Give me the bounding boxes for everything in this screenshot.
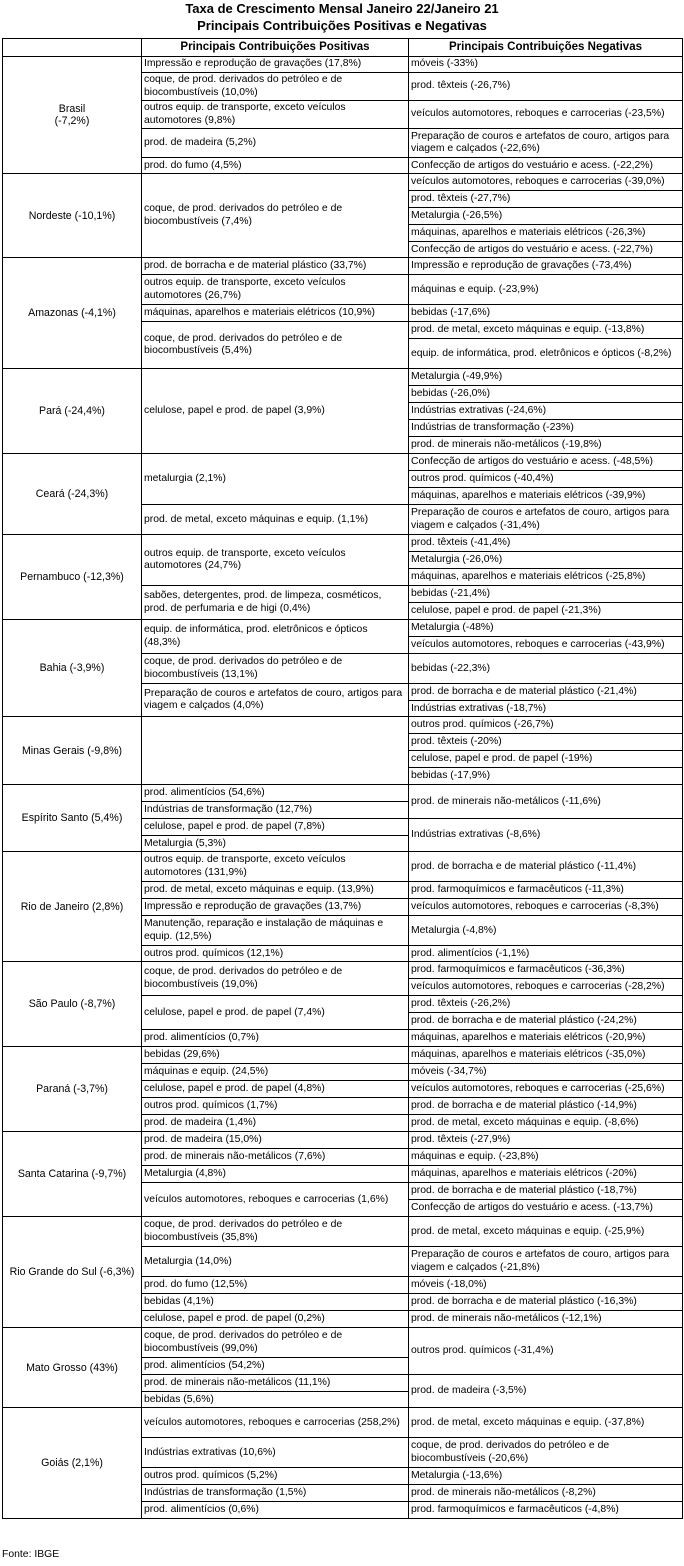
title-line-2: Principais Contribuições Positivas e Negativas [197, 18, 487, 33]
negative-contribution: prod. farmoquímicos e farmacêuticos (-4,8%) [409, 1502, 683, 1519]
negative-contribution: veículos automotores, reboques e carrocerias (-43,9%) [409, 637, 683, 654]
positive-contribution: celulose, papel e prod. de papel (7,4%) [142, 996, 409, 1030]
negative-contribution: outros prod. químicos (-40,4%) [409, 471, 683, 488]
positive-contribution: bebidas (5,6%) [142, 1392, 409, 1408]
negative-contribution: prod. de minerais não-metálicos (-11,6%) [409, 785, 683, 819]
negative-contribution: Confecção de artigos do vestuário e acess. (-13,7%) [409, 1200, 683, 1217]
region-name: Nordeste (-10,1%) [3, 174, 142, 258]
negative-contribution: prod. têxteis (-26,7%) [409, 73, 683, 101]
negative-contribution: Metalurgia (-26,0%) [409, 552, 683, 569]
positive-contribution: bebidas (29,6%) [142, 1047, 409, 1064]
negative-contribution: Confecção de artigos do vestuário e acess. (-48,5%) [409, 454, 683, 471]
positive-contribution: outros equip. de transporte, exceto veículos automotores (26,7%) [142, 275, 409, 305]
positive-contribution: prod. de minerais não-metálicos (7,6%) [142, 1149, 409, 1166]
positive-contribution: Preparação de couros e artefatos de couro, artigos para viagem e calçados (4,0%) [142, 684, 409, 717]
positive-contribution: outros prod. químicos (12,1%) [142, 946, 409, 962]
negative-contribution: veículos automotores, reboques e carrocerias (-28,2%) [409, 979, 683, 996]
negative-contribution: Metalurgia (-26,5%) [409, 208, 683, 225]
table-row [3, 1328, 683, 1358]
positive-contribution: outros equip. de transporte, exceto veículos automotores (9,8%) [142, 101, 409, 129]
negative-contribution: móveis (-33%) [409, 57, 683, 73]
negative-contribution: prod. de minerais não-metálicos (-19,8%) [409, 437, 683, 454]
table-row [3, 620, 683, 637]
table-row [3, 258, 683, 275]
negative-contribution: prod. de metal, exceto máquinas e equip. (-25,9%) [409, 1217, 683, 1247]
positive-contribution: prod. alimentícios (0,6%) [142, 1502, 409, 1519]
table-row [3, 962, 683, 979]
positive-contribution: equip. de informática, prod. eletrônicos e ópticos (48,3%) [142, 620, 409, 654]
negative-contribution: veículos automotores, reboques e carrocerias (-23,5%) [409, 101, 683, 129]
positive-contribution: sabões, detergentes, prod. de limpeza, cosméticos, prod. de perfumaria e de higi (0,4%) [142, 586, 409, 620]
positive-contribution: metalurgia (2,1%) [142, 454, 409, 505]
negative-contribution: máquinas e equip. (-23,9%) [409, 275, 683, 305]
positive-contribution: celulose, papel e prod. de papel (7,8%) [142, 819, 409, 836]
negative-contribution: equip. de informática, prod. eletrônicos e ópticos (-8,2%) [409, 339, 683, 369]
table-row [3, 785, 683, 802]
table-body [3, 57, 683, 1519]
header-row [3, 39, 683, 57]
region-name: Paraná (-3,7%) [3, 1047, 142, 1132]
negative-contribution: prod. têxteis (-41,4%) [409, 535, 683, 552]
header-positive: Principais Contribuições Positivas [142, 39, 409, 57]
negative-contribution: máquinas, aparelhos e materiais elétricos (-25,8%) [409, 569, 683, 586]
negative-contribution: prod. têxteis (-26,2%) [409, 996, 683, 1013]
negative-contribution: Confecção de artigos do vestuário e acess. (-22,7%) [409, 242, 683, 258]
positive-contribution: prod. de metal, exceto máquinas e equip. (13,9%) [142, 882, 409, 899]
region-name: Amazonas (-4,1%) [3, 258, 142, 369]
positive-contribution: Manutenção, reparação e instalação de máquinas e equip. (12,5%) [142, 916, 409, 946]
negative-contribution: prod. farmoquímicos e farmacêuticos (-11,3%) [409, 882, 683, 899]
positive-contribution: Metalurgia (5,3%) [142, 836, 409, 852]
positive-contribution: celulose, papel e prod. de papel (3,9%) [142, 369, 409, 454]
header-region [3, 39, 142, 57]
positive-contribution: outros equip. de transporte, exceto veículos automotores (131,9%) [142, 852, 409, 882]
negative-contribution: prod. têxteis (-20%) [409, 734, 683, 751]
negative-contribution: Indústrias extrativas (-8,6%) [409, 819, 683, 852]
table-row [3, 369, 683, 386]
positive-contribution: Indústrias de transformação (12,7%) [142, 802, 409, 819]
negative-contribution: prod. de borracha e de material plástico (-14,9%) [409, 1098, 683, 1115]
positive-contribution: veículos automotores, reboques e carrocerias (258,2%) [142, 1408, 409, 1438]
negative-contribution: prod. de minerais não-metálicos (-12,1%) [409, 1311, 683, 1328]
region-name: Espírito Santo (5,4%) [3, 785, 142, 852]
negative-contribution: móveis (-34,7%) [409, 1064, 683, 1081]
negative-contribution: coque, de prod. derivados do petróleo e de biocombustíveis (-20,6%) [409, 1438, 683, 1468]
negative-contribution: outros prod. químicos (-31,4%) [409, 1328, 683, 1375]
positive-contribution: prod. de minerais não-metálicos (11,1%) [142, 1375, 409, 1392]
negative-contribution: bebidas (-17,9%) [409, 768, 683, 785]
negative-contribution: outros prod. químicos (-26,7%) [409, 717, 683, 734]
negative-contribution: Indústrias de transformação (-23%) [409, 420, 683, 437]
positive-contribution: prod. de borracha e de material plástico (33,7%) [142, 258, 409, 275]
negative-contribution: bebidas (-17,6%) [409, 305, 683, 322]
negative-contribution: veículos automotores, reboques e carrocerias (-25,6%) [409, 1081, 683, 1098]
negative-contribution: bebidas (-21,4%) [409, 586, 683, 603]
table-row [3, 57, 683, 73]
negative-contribution: Indústrias extrativas (-24,6%) [409, 403, 683, 420]
positive-contribution: prod. alimentícios (54,6%) [142, 785, 409, 802]
negative-contribution: Confecção de artigos do vestuário e acess. (-22,2%) [409, 158, 683, 174]
negative-contribution: prod. de minerais não-metálicos (-8,2%) [409, 1485, 683, 1502]
negative-contribution: prod. de madeira (-3,5%) [409, 1375, 683, 1408]
positive-contribution: outros equip. de transporte, exceto veículos automotores (24,7%) [142, 535, 409, 586]
positive-contribution: Impressão e reprodução de gravações (17,8%) [142, 57, 409, 73]
table-row [3, 1132, 683, 1149]
negative-contribution: prod. de borracha e de material plástico (-21,4%) [409, 684, 683, 701]
negative-contribution: veículos automotores, reboques e carrocerias (-8,3%) [409, 899, 683, 916]
positive-contribution: prod. de madeira (1,4%) [142, 1115, 409, 1132]
negative-contribution: máquinas e equip. (-23,8%) [409, 1149, 683, 1166]
positive-contribution: coque, de prod. derivados do petróleo e de biocombustíveis (99,0%) [142, 1328, 409, 1358]
negative-contribution: Metalurgia (-49,9%) [409, 369, 683, 386]
positive-contribution: prod. de madeira (5,2%) [142, 129, 409, 158]
positive-contribution: veículos automotores, reboques e carrocerias (1,6%) [142, 1183, 409, 1217]
region-name: São Paulo (-8,7%) [3, 962, 142, 1047]
positive-contribution: prod. alimentícios (0,7%) [142, 1030, 409, 1047]
negative-contribution: prod. de metal, exceto máquinas e equip. (-37,8%) [409, 1408, 683, 1438]
negative-contribution: Preparação de couros e artefatos de couro, artigos para viagem e calçados (-31,4%) [409, 505, 683, 535]
region-name: Pará (-24,4%) [3, 369, 142, 454]
positive-contribution: outros prod. químicos (1,7%) [142, 1098, 409, 1115]
positive-contribution: coque, de prod. derivados do petróleo e de biocombustíveis (19,0%) [142, 962, 409, 996]
positive-contribution: coque, de prod. derivados do petróleo e de biocombustíveis (5,4%) [142, 322, 409, 369]
negative-contribution: prod. de borracha e de material plástico (-11,4%) [409, 852, 683, 882]
negative-contribution: móveis (-18,0%) [409, 1277, 683, 1294]
negative-contribution: prod. alimentícios (-1,1%) [409, 946, 683, 962]
positive-contribution: coque, de prod. derivados do petróleo e de biocombustíveis (10,0%) [142, 73, 409, 101]
contributions-table [2, 38, 683, 1519]
table-row [3, 717, 683, 734]
region-name: Bahia (-3,9%) [3, 620, 142, 717]
negative-contribution: Impressão e reprodução de gravações (-73,4%) [409, 258, 683, 275]
negative-contribution: máquinas, aparelhos e materiais elétricos (-26,3%) [409, 225, 683, 242]
negative-contribution: bebidas (-22,3%) [409, 654, 683, 684]
region-name: Ceará (-24,3%) [3, 454, 142, 535]
table-row [3, 1047, 683, 1064]
negative-contribution: máquinas, aparelhos e materiais elétricos (-39,9%) [409, 488, 683, 505]
negative-contribution: bebidas (-26,0%) [409, 386, 683, 403]
table-row [3, 1217, 683, 1247]
negative-contribution: celulose, papel e prod. de papel (-19%) [409, 751, 683, 768]
positive-contribution: Indústrias extrativas (10,6%) [142, 1438, 409, 1468]
region-name: Goiás (2,1%) [3, 1408, 142, 1519]
table-row [3, 454, 683, 471]
negative-contribution: prod. farmoquímicos e farmacêuticos (-36,3%) [409, 962, 683, 979]
negative-contribution: Metalurgia (-4,8%) [409, 916, 683, 946]
positive-contribution: bebidas (4,1%) [142, 1294, 409, 1311]
negative-contribution: prod. têxteis (-27,9%) [409, 1132, 683, 1149]
positive-contribution: coque, de prod. derivados do petróleo e de biocombustíveis (35,8%) [142, 1217, 409, 1247]
positive-contribution: outros prod. químicos (5,2%) [142, 1468, 409, 1485]
negative-contribution: Indústrias extrativas (-18,7%) [409, 701, 683, 717]
region-name: Mato Grosso (43%) [3, 1328, 142, 1408]
negative-contribution: prod. de borracha e de material plástico (-18,7%) [409, 1183, 683, 1200]
negative-contribution: máquinas, aparelhos e materiais elétricos (-20%) [409, 1166, 683, 1183]
positive-contribution: Metalurgia (4,8%) [142, 1166, 409, 1183]
table-row [3, 535, 683, 552]
region-name: Santa Catarina (-9,7%) [3, 1132, 142, 1217]
source-note: Fonte: IBGE [2, 1549, 60, 1560]
table-row [3, 852, 683, 882]
positive-contribution: máquinas e equip. (24,5%) [142, 1064, 409, 1081]
region-name: Rio de Janeiro (2,8%) [3, 852, 142, 962]
positive-contribution: prod. do fumo (12,5%) [142, 1277, 409, 1294]
positive-contribution: Metalurgia (14,0%) [142, 1247, 409, 1277]
positive-contribution: prod. de madeira (15,0%) [142, 1132, 409, 1149]
positive-contribution: prod. alimentícios (54,2%) [142, 1358, 409, 1375]
table-row [3, 1408, 683, 1438]
positive-contribution: celulose, papel e prod. de papel (0,2%) [142, 1311, 409, 1328]
positive-contribution: máquinas, aparelhos e materiais elétricos (10,9%) [142, 305, 409, 322]
region-name: Rio Grande do Sul (-6,3%) [3, 1217, 142, 1328]
positive-contribution [142, 717, 409, 785]
negative-contribution: prod. têxteis (-27,7%) [409, 191, 683, 208]
table-row [3, 174, 683, 191]
positive-contribution: coque, de prod. derivados do petróleo e de biocombustíveis (7,4%) [142, 174, 409, 258]
positive-contribution: celulose, papel e prod. de papel (4,8%) [142, 1081, 409, 1098]
negative-contribution: Preparação de couros e artefatos de couro, artigos para viagem e calçados (-21,8%) [409, 1247, 683, 1277]
header-negative: Principais Contribuições Negativas [409, 39, 683, 57]
positive-contribution: Indústrias de transformação (1,5%) [142, 1485, 409, 1502]
negative-contribution: veículos automotores, reboques e carrocerias (-39,0%) [409, 174, 683, 191]
negative-contribution: máquinas, aparelhos e materiais elétricos (-20,9%) [409, 1030, 683, 1047]
positive-contribution: Impressão e reprodução de gravações (13,7%) [142, 899, 409, 916]
negative-contribution: prod. de metal, exceto máquinas e equip. (-8,6%) [409, 1115, 683, 1132]
positive-contribution: prod. do fumo (4,5%) [142, 158, 409, 174]
negative-contribution: Preparação de couros e artefatos de couro, artigos para viagem e calçados (-22,6%) [409, 129, 683, 158]
negative-contribution: prod. de metal, exceto máquinas e equip. (-13,8%) [409, 322, 683, 339]
title-line-1: Taxa de Crescimento Mensal Janeiro 22/Janeiro 21 [185, 1, 499, 16]
positive-contribution: coque, de prod. derivados do petróleo e de biocombustíveis (13,1%) [142, 654, 409, 684]
negative-contribution: celulose, papel e prod. de papel (-21,3%) [409, 603, 683, 620]
region-name: Pernambuco (-12,3%) [3, 535, 142, 620]
negative-contribution: prod. de borracha e de material plástico (-24,2%) [409, 1013, 683, 1030]
negative-contribution: Metalurgia (-48%) [409, 620, 683, 637]
region-name: Minas Gerais (-9,8%) [3, 717, 142, 785]
negative-contribution: Metalurgia (-13,6%) [409, 1468, 683, 1485]
positive-contribution: prod. de metal, exceto máquinas e equip. (1,1%) [142, 505, 409, 535]
negative-contribution: máquinas, aparelhos e materiais elétricos (-35,0%) [409, 1047, 683, 1064]
region-name: Brasil (-7,2%) [3, 57, 142, 174]
negative-contribution: prod. de borracha e de material plástico (-16,3%) [409, 1294, 683, 1311]
